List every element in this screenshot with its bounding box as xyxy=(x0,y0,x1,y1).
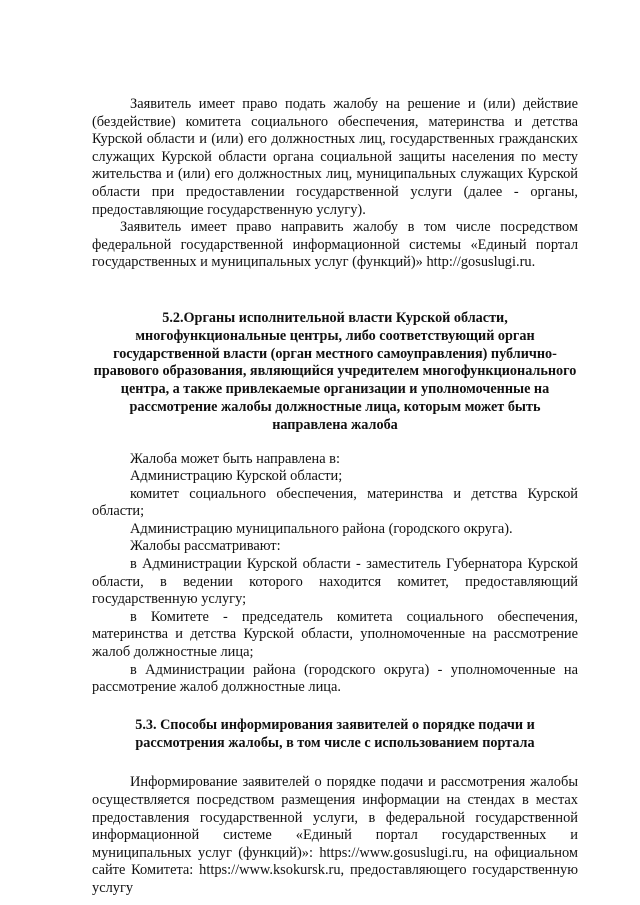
line-admin-municipal: Администрацию муниципального района (городского округа). xyxy=(130,520,513,537)
line-committee: комитет социального обеспечения, материнства и детства Курской области; xyxy=(92,485,578,520)
document-body xyxy=(92,96,578,898)
line-reviewer-district: в Администрации района (городского округа) - уполномоченные на рассмотрение жалоб должностные лица. xyxy=(92,661,578,696)
section-heading-5-3: 5.3. Способы информирования заявителей о порядке подачи и рассмотрения жалобы, в том числе с использованием портала xyxy=(135,716,535,751)
line-complaint-sent-to: Жалоба может быть направлена в: xyxy=(130,450,340,467)
paragraph-complaint-portal: Заявитель имеет право направить жалобу в том числе посредством федеральной государственной информационной системы «Единый портал государственных и муниципальных услуг (функций)» http://gosuslugi.ru. xyxy=(92,219,578,271)
line-admin-region: Администрацию Курской области; xyxy=(130,468,343,485)
paragraph-complaint-right: Заявитель имеет право подать жалобу на решение и (или) действие (бездействие) комитета социального обеспечения, материнства и детства Курской области и (или) его должностных лиц, государственных гражданских служащих Курской области органа социальной защиты населения по месту жительства и (или) его должностных лиц, муниципальных служащих Курской области при предоставлении государственной услуги (далее - органы, предоставляющие государственную услугу). xyxy=(92,96,578,218)
line-complaints-reviewed: Жалобы рассматривают: xyxy=(130,538,281,555)
section-heading-5-2: 5.2.Органы исполнительной власти Курской области, многофункциональные центры, либо соответствующий орган государственной власти (орган местного самоуправления) публично-правового образования, являющийся учредителем многофункционального центра, а также привлекаемые организации и уполномоченные на рассмотрение жалобы должностные лица, которым может быть направлена жалоба xyxy=(93,309,577,433)
paragraph-informing: Информирование заявителей о порядке подачи и рассмотрения жалобы осуществляется посредством размещения информации на стендах в местах предоставления государственной услуги, в федеральной государственной информационной системе «Единый портал государственных и муниципальных услуг (функций)»: https://www.gosuslugi.ru, на официальном сайте Комитета: https://www.ksokursk.ru, предоставляющего государственную услугу xyxy=(92,774,578,896)
line-reviewer-committee: в Комитете - председатель комитета социального обеспечения, материнства и детства Курской области, уполномоченные на рассмотрение жалоб должностные лица; xyxy=(92,608,578,661)
line-reviewer-governor-deputy: в Администрации Курской области - заместитель Губернатора Курской области, в ведении которого находится комитет, предоставляющий государственную услугу; xyxy=(92,556,578,608)
